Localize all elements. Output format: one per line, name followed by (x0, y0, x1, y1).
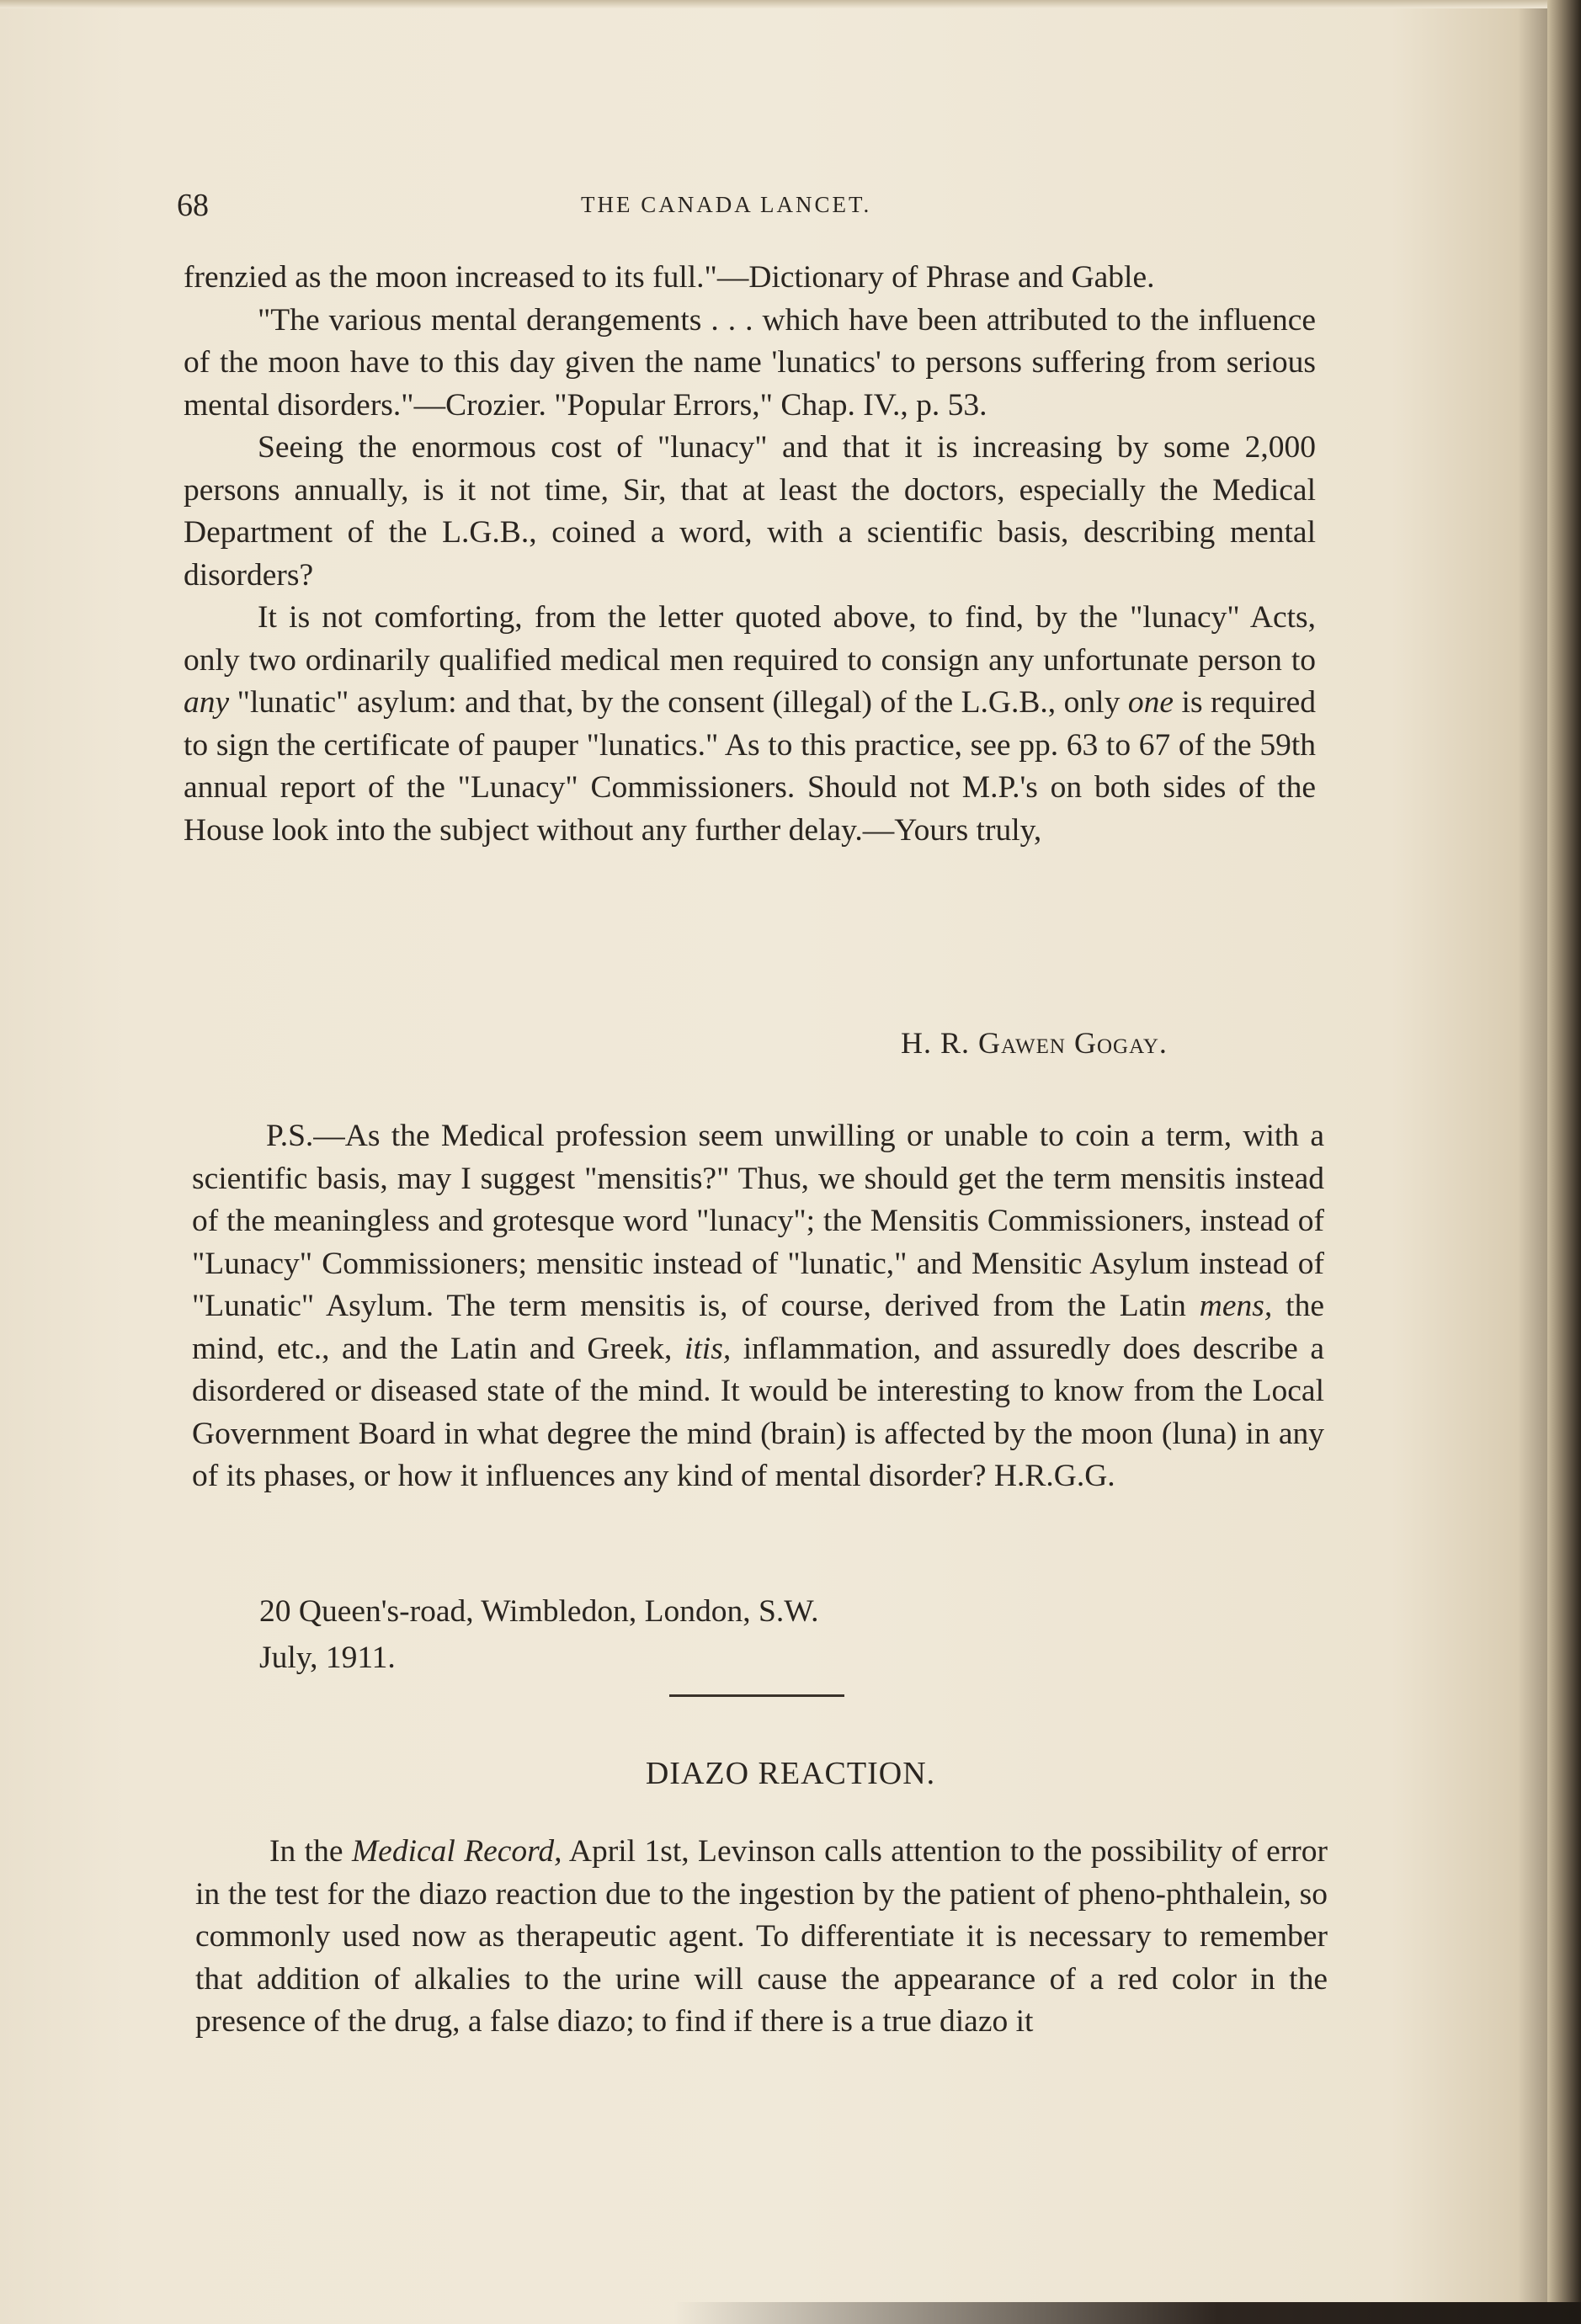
section-divider (669, 1694, 844, 1697)
article-paragraph: In the Medical Record, April 1st, Levinson calls attention to the possibility of error in the test for the diazo reaction due to the ingestion by the patient of pheno-phthalein, so commonly used now as therapeutic agent. To differentiate it is necessary to remember that addition of alkalies to the urine will cause the appearance of a red color in the presence of the drug, a false diazo; to find if there is a true diazo it (195, 1834, 1328, 2039)
postscript-address: 20 Queen's-road, Wimbledon, London, S.W. (259, 1594, 819, 1629)
page-top-edge (0, 0, 1581, 8)
page-header (177, 187, 1313, 237)
letter-paragraph-4: It is not comforting, from the letter quoted above, to find, by the "lunacy" Acts, only two ordinarily qualified medical men required to consign any unfortunate person to any "lunatic" asylum: and that, by the consent (illegal) of the L.G.B., only one is required to sign the certificate of pauper "lunatics." As to this practice, see pp. 63 to 67 of the 59th annual report of the "Lunacy" Commissioners. Should not M.P.'s on both sides of the House look into the subject without any further delay.—Yours truly, (184, 600, 1316, 848)
letter-paragraph-2: "The various mental derangements . . . which have been attributed to the influence of the moon have to this day given the name 'lunatics' to persons suffering from serious mental disorders."—Crozier. "Popular Errors," Chap. IV., p. 53. (184, 302, 1316, 423)
letter-paragraph-3: Seeing the enormous cost of "lunacy" and that it is increasing by some 2,000 persons annually, is it not time, Sir, that at least the doctors, especially the Medical Department of the L.G.B., coined a word, with a scientific basis, describing mental disorders? (184, 430, 1316, 593)
letter-body (184, 257, 1316, 852)
bottom-edge-shadow (673, 2302, 1581, 2324)
postscript-paragraph: P.S.—As the Medical profession seem unwilling or unable to coin a term, with a scientific basis, may I suggest "mensitis?" Thus, we should get the term mensitis instead of the meaningless and grotesque word "lunacy"; the Mensitis Commissioners, instead of "Lunacy" Commissioners; mensitic instead of "lunatic," and Mensitic Asylum instead of "Lunatic" Asylum. The term mensitis is, of course, derived from the Latin mens, the mind, etc., and the Latin and Greek, itis, inflammation, and assuredly does describe a disordered or diseased state of the mind. It would be interesting to know from the Local Government Board in what degree the mind (brain) is affected by the moon (luna) in any of its phases, or how it influences any kind of mental disorder? H.R.G.G. (192, 1119, 1324, 1493)
letter-paragraph-1: frenzied as the moon increased to its full."—Dictionary of Phrase and Gable. (184, 260, 1155, 295)
postscript-body (192, 1115, 1324, 1498)
book-spine-shadow (1547, 0, 1581, 2324)
letter-signature: H. R. Gawen Gogay. (901, 1026, 1168, 1060)
page-number: 68 (177, 188, 209, 223)
article-body (195, 1831, 1328, 2044)
postscript-date: July, 1911. (259, 1641, 396, 1675)
running-head: THE CANADA LANCET. (581, 192, 872, 217)
article-heading: DIAZO REACTION. (645, 1756, 936, 1791)
